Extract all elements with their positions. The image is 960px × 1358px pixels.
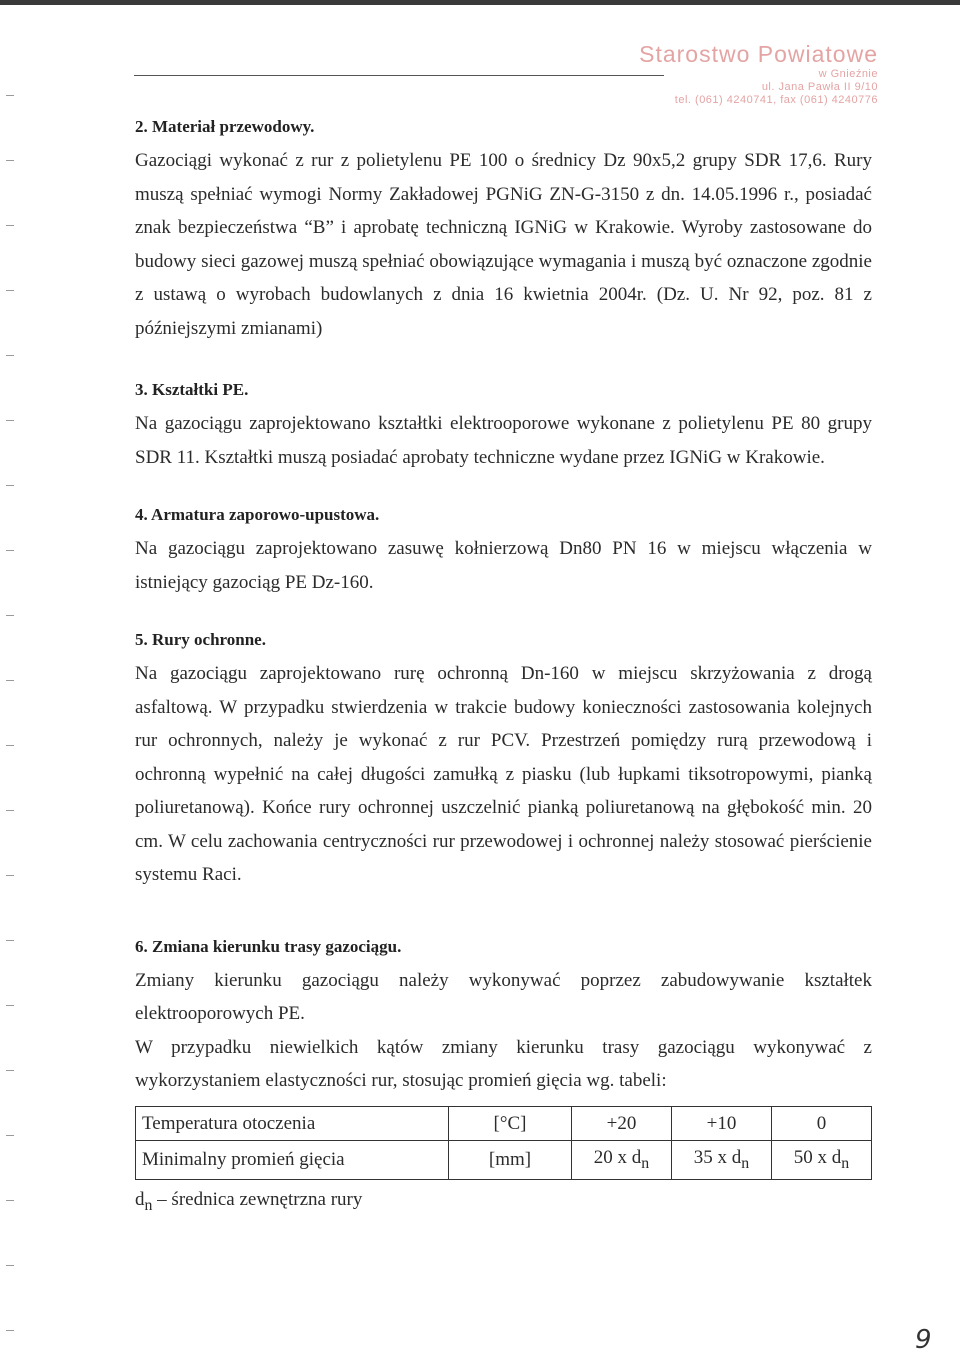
radius-multiplier: 20 x d [593, 1146, 642, 1168]
table-row [136, 1140, 872, 1180]
section-paragraph: Na gazociągu zaprojektowano zasuwę kołnierzową Dn80 PN 16 w miejscu włączenia w istniejący gazociąg PE Dz-160. [135, 538, 872, 593]
table-cell: [mm] [449, 1140, 572, 1180]
stamp-city: w Gnieźnie [818, 68, 878, 80]
note-text: – średnica zewnętrzna rury [152, 1189, 363, 1211]
scan-top-border [0, 0, 960, 5]
section-paragraph: Na gazociągu zaprojektowano rurę ochronną Dn-160 w miejscu skrzyżowania z drogą asfaltową. W przypadku stwierdzenia w trakcie budowy konieczności zastosowania kolejnych rur ochronnych, należy je wykonać z rur PCV. Przestrzeń pomiędzy rurą przewodową i ochronną wypełnić na całej długości zamułką z piasku (lub łupkami tiksotropowymi, pianką poliuretanową). Końce rury ochronnej uszczelnić pianką poliuretanową na głębokość min. 20 cm. W celu zachowania centryczności rur przewodowej i ochronnej należy stosować pierścienie systemu Raci. [135, 663, 872, 885]
table-cell: 0 [772, 1106, 872, 1140]
radius-multiplier: 35 x d [693, 1146, 742, 1168]
table-footnote [135, 1182, 872, 1224]
section-paragraph: Zmiany kierunku gazociągu należy wykonywać poprzez zabudowywanie kształtek elektrooporowych PE. [135, 969, 872, 1024]
section-paragraph: W przypadku niewielkich kątów zmiany kierunku trasy gazociągu wykonywać z wykorzystaniem elastyczności rur, stosując promień gięcia wg. tabeli: [135, 1036, 872, 1091]
page-number: 9 [915, 1325, 932, 1355]
table-cell: Temperatura otoczenia [136, 1106, 449, 1140]
table-cell [672, 1140, 772, 1180]
table-cell [772, 1140, 872, 1180]
section-paragraph: Na gazociągu zaprojektowano kształtki elektrooporowe wykonane z polietylenu PE 80 grupy SDR 11. Kształtki muszą posiadać aprobaty techniczne wydane przez IGNiG w Krakowie. [135, 413, 872, 468]
stamp-phone: tel. (061) 4240741, fax (061) 4240776 [674, 94, 878, 106]
office-stamp [639, 40, 878, 107]
subscript: n [841, 1154, 850, 1172]
radius-multiplier: 50 x d [793, 1146, 842, 1168]
section-heading: 4. Armatura zaporowo-upustowa. [135, 505, 380, 524]
section-paragraph: Gazociągi wykonać z rur z polietylenu PE 100 o średnicy Dz 90x5,2 grupy SDR 17,6. Rury muszą spełniać wymogi Normy Zakładowej PGNiG ZN-G-3150 z dn. 14.05.1996 r., posiadać znak bezpieczeństwa “B” i aprobatę techniczną IGNiG w Krakowie. Wyroby zastosowane do budowy sieci gazowej muszą spełniać obowiązujące wymagania i muszą być oznaczone zgodnie z ustawą o wyrobach budowlanych z dnia 16 kwietnia 2004r. (Dz. U. Nr 92, poz. 81 z późniejszymi zmianami) [135, 150, 872, 339]
subscript: n [741, 1154, 750, 1172]
section-heading: 2. Materiał przewodowy. [135, 117, 315, 136]
bend-radius-table [135, 1106, 872, 1181]
section-heading: 3. Kształtki PE. [135, 380, 249, 399]
table-cell [572, 1140, 672, 1180]
stamp-address: ul. Jana Pawła II 9/10 [761, 81, 878, 93]
binding-margin [0, 0, 24, 1358]
stamp-org: Starostwo Powiatowe [639, 41, 878, 67]
header-rule [134, 75, 664, 76]
table-cell: Minimalny promień gięcia [136, 1140, 449, 1180]
section-heading: 5. Rury ochronne. [135, 630, 266, 649]
document-body [135, 110, 872, 1224]
table-cell: +10 [672, 1106, 772, 1140]
subscript: n [641, 1154, 650, 1172]
table-cell: +20 [572, 1106, 672, 1140]
table-row [136, 1106, 872, 1140]
table-cell: [°C] [449, 1106, 572, 1140]
subscript: n [144, 1197, 153, 1215]
note-symbol: d [135, 1189, 145, 1211]
section-heading: 6. Zmiana kierunku trasy gazociągu. [135, 936, 402, 956]
